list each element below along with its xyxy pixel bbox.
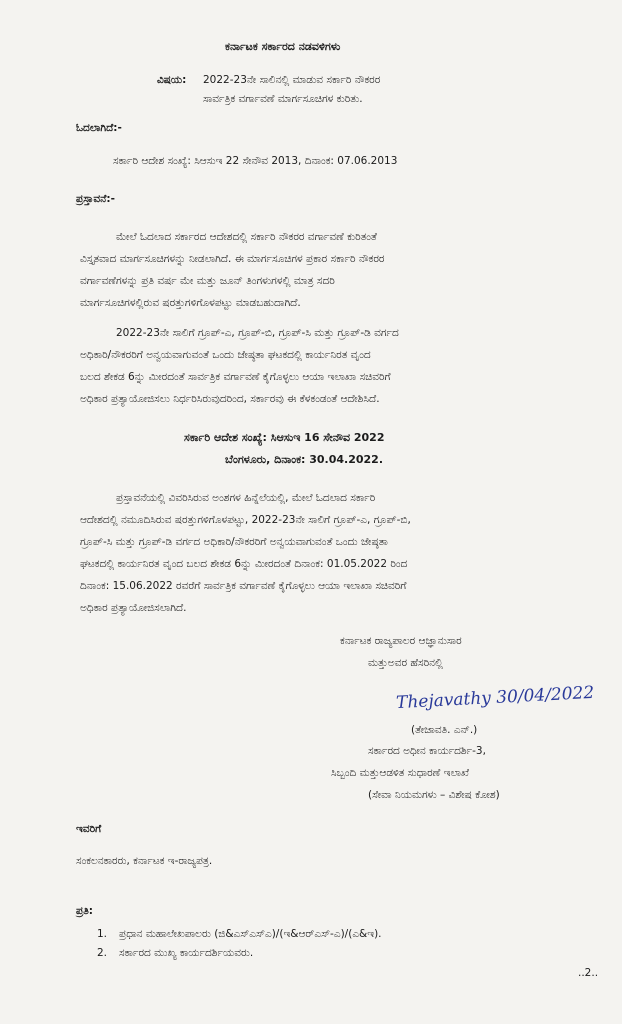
order-place-date: ಬೆಂಗಳೂರು, ದಿನಾಂಕ: 30.04.2022.: [225, 453, 384, 466]
list-item-number: 1.: [97, 928, 108, 940]
signatory-designation: ಸರ್ಕಾರದ ಅಧೀನ ಕಾರ್ಯದರ್ಶಿ-3,: [368, 745, 486, 757]
handwritten-signature: Thejavathy 30/04/2022: [395, 682, 595, 714]
list-item: [97, 944, 382, 963]
paragraph-line: ಪ್ರಸ್ತಾವನೆಯಲ್ಲಿ ವಿವರಿಸಿರುವ ಅಂಶಗಳ ಹಿನ್ನೆಲೆಯಲ್ಲಿ, ಮೇಲೆ ಓದಲಾದ ಸರ್ಕಾರಿ: [116, 492, 376, 504]
paragraph-line: ಘಟಕದಲ್ಲಿ ಕಾರ್ಯನಿರತ ವೃಂದ ಬಲದ ಶೇಕಡ 6ನ್ನು ಮೀರದಂತೆ ದಿನಾಂಕ: 01.05.2022 ರಿಂದ: [80, 558, 408, 570]
reference-heading: ಓದಲಾಗಿದೆ:-: [76, 122, 122, 134]
list-item: [97, 925, 382, 944]
document-title: ಕರ್ನಾಟಕ ಸರ್ಕಾರದ ನಡವಳಿಗಳು: [225, 40, 341, 53]
list-item-text: ಪ್ರಧಾನ ಮಹಾಲೇಖಪಾಲರು (ಜಿ&ಎಸ್‌ಎಸ್‌ಎ)/(ಇ&ಆರ್‌ಎಸ್‌-ಎ)/(ಎ&ಇ).: [119, 928, 382, 940]
recipient-text: ಸಂಕಲನಕಾರರು, ಕರ್ನಾಟಕ ಇ-ರಾಜ್ಯಪತ್ರ.: [76, 855, 213, 867]
subject-line-2: ಸಾರ್ವತ್ರಿಕ ವರ್ಗಾವಣೆ ಮಾರ್ಗಸೂಚಿಗಳ ಕುರಿತು.: [203, 93, 363, 105]
reference-text: ಸರ್ಕಾರಿ ಆದೇಶ ಸಂಖ್ಯೆ: ಸಿಆಸುಇ 22 ಸೇನೌವ 2013, ದಿನಾಂಕ: 07.06.2013: [113, 155, 398, 167]
preamble-paragraph-2: [80, 322, 550, 410]
subject-label: ವಿಷಯ:: [157, 74, 187, 86]
paragraph-line: ಮೇಲೆ ಓದಲಾದ ಸರ್ಕಾರದ ಆದೇಶದಲ್ಲಿ ಸರ್ಕಾರಿ ನೌಕರರ ವರ್ಗಾವಣೆ ಕುರಿತಂತೆ: [116, 231, 377, 243]
paragraph-line: 2022-23ನೇ ಸಾಲಿಗೆ ಗ್ರೂಪ್-ಎ, ಗ್ರೂಪ್-ಬಿ, ಗ್ರೂಪ್-ಸಿ ಮತ್ತು ಗ್ರೂಪ್-ಡಿ ವರ್ಗದ: [116, 327, 399, 339]
paragraph-line: ಆದೇಶದಲ್ಲಿ ನಮೂದಿಸಿರುವ ಷರತ್ತುಗಳಿಗೊಳಪಟ್ಟು, 2022-23ನೇ ಸಾಲಿಗೆ ಗ್ರೂಪ್-ಎ, ಗ್ರೂಪ್-ಬಿ,: [80, 514, 411, 526]
signatory-section: (ಸೇವಾ ನಿಯಮಗಳು – ವಿಶೇಷ ಕೋಶ): [368, 789, 500, 801]
list-item-number: 2.: [97, 947, 108, 959]
paragraph-line: ದಿನಾಂಕ: 15.06.2022 ರವರೆಗೆ ಸಾರ್ವತ್ರಿಕ ವರ್ಗಾವಣೆ ಕೈಗೊಳ್ಳಲು ಆಯಾ ಇಲಾಖಾ ಸಚಿವರಿಗೆ: [80, 580, 407, 592]
paragraph-line: ಮಾರ್ಗಸೂಚಿಗಳಲ್ಲಿರುವ ಷರತ್ತುಗಳಿಗೊಳಪಟ್ಟು ಮಾಡಬಹುದಾಗಿದೆ.: [80, 297, 301, 309]
paragraph-line: ಅಧಿಕಾರಿ/ನೌಕರರಿಗೆ ಅನ್ವಯವಾಗುವಂತೆ ಒಂದು ಜೇಷ್ಠತಾ ಘಟಕದಲ್ಲಿ ಕಾರ್ಯನಿರತ ವೃಂದ: [80, 349, 371, 361]
paragraph-line: ಗ್ರೂಪ್-ಸಿ ಮತ್ತು ಗ್ರೂಪ್-ಡಿ ವರ್ಗದ ಅಧಿಕಾರಿ/ನೌಕರರಿಗೆ ಅನ್ವಯವಾಗುವಂತೆ ಒಂದು ಜೇಷ್ಠತಾ: [80, 536, 388, 548]
preamble-heading: ಪ್ರಸ್ತಾವನೆ:-: [76, 193, 115, 205]
subject-line-1: 2022-23ನೇ ಸಾಲಿನಲ್ಲಿ ಮಾಡುವ ಸರ್ಕಾರಿ ನೌಕರರ: [203, 74, 381, 86]
signatory-name: (ತೇಜಾವತಿ. ಎನ್.): [411, 724, 478, 736]
list-item-text: ಸರ್ಕಾರದ ಮುಖ್ಯ ಕಾರ್ಯದರ್ಶಿಯವರು.: [119, 947, 254, 959]
signature-authority-line-2: ಮತ್ತುಅವರ ಹೆಸರಿನಲ್ಲಿ: [368, 657, 443, 669]
paragraph-line: ಅಧಿಕಾರ ಪ್ರತ್ಯಾಯೋಜಿಸಲು ನಿರ್ಧರಿಸಿರುವುದರಿಂದ, ಸರ್ಕಾರವು ಈ ಕೆಳಕಂಡಂತೆ ಆದೇಶಿಸಿದೆ.: [80, 393, 380, 405]
paragraph-line: ಅಧಿಕಾರ ಪ್ರತ್ಯಾಯೋಜಿಸಲಾಗಿದೆ.: [80, 602, 187, 614]
preamble-paragraph-1: [80, 226, 550, 314]
paragraph-line: ಬಲದ ಶೇಕಡ 6ನ್ನು ಮೀರದಂತೆ ಸಾರ್ವತ್ರಿಕ ವರ್ಗಾವಣೆ ಕೈಗೊಳ್ಳಲು ಆಯಾ ಇಲಾಖಾ ಸಚಿವರಿಗೆ: [80, 371, 391, 383]
recipient-heading: ಇವರಿಗೆ: [76, 823, 102, 835]
order-number: ಸರ್ಕಾರಿ ಆದೇಶ ಸಂಖ್ಯೆ: ಸಿಆಸುಇ 16 ಸೇನೌವ 2022: [184, 431, 385, 444]
page-number: ..2..: [578, 967, 599, 979]
order-paragraph: [80, 487, 550, 619]
paragraph-line: ವರ್ಗಾವಣೆಗಳನ್ನು ಪ್ರತಿ ವರ್ಷ ಮೇ ಮತ್ತು ಜೂನ್ ತಿಂಗಳುಗಳಲ್ಲಿ ಮಾತ್ರ ಸದರಿ: [80, 275, 335, 287]
copy-list: [97, 925, 382, 963]
signatory-department: ಸಿಬ್ಬಂದಿ ಮತ್ತುಆಡಳಿತ ಸುಧಾರಣೆ ಇಲಾಖೆ: [331, 767, 470, 779]
copy-heading: ಪ್ರತಿ:: [76, 905, 93, 917]
paragraph-line: ವಿಸ್ತೃತವಾದ ಮಾರ್ಗಸೂಚಿಗಳನ್ನು ನೀಡಲಾಗಿದೆ. ಈ ಮಾರ್ಗಸೂಚಿಗಳ ಪ್ರಕಾರ ಸರ್ಕಾರಿ ನೌಕರರ: [80, 253, 385, 265]
signature-authority-line-1: ಕರ್ನಾಟಕ ರಾಜ್ಯಪಾಲರ ಆಜ್ಞಾನುಸಾರ: [340, 635, 462, 647]
